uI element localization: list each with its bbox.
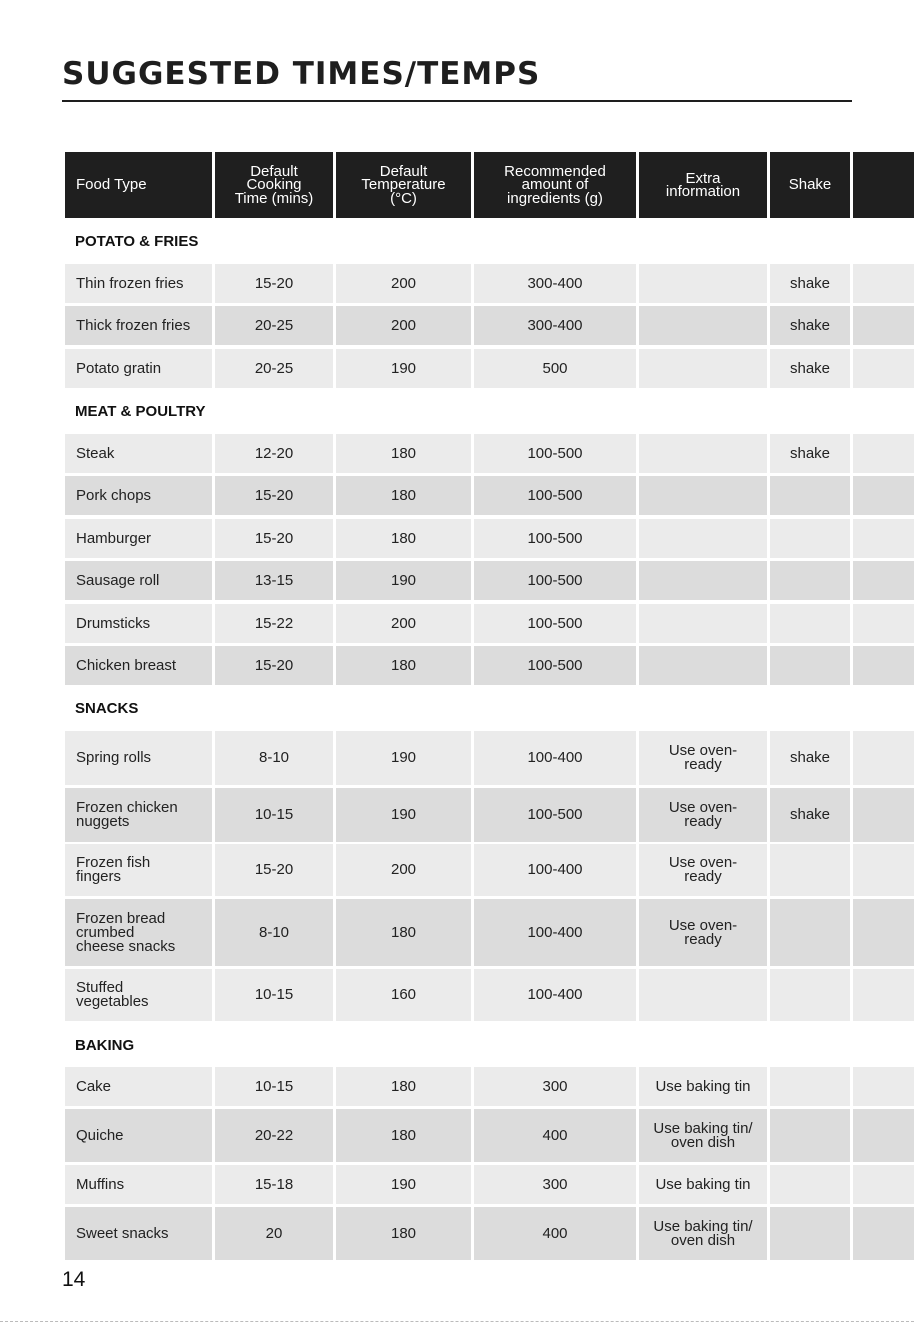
cell-food-type-text: Chicken breast xyxy=(76,656,177,674)
cell-amount-text: 100-400 xyxy=(527,923,583,941)
cell-temperature xyxy=(336,731,471,785)
cell-amount xyxy=(474,731,636,785)
page-edge-divider xyxy=(0,1321,914,1322)
cell-extra-info-text: Use baking tin/ oven dish xyxy=(653,1119,753,1151)
cell-amount xyxy=(474,306,636,345)
cell-food-type xyxy=(65,646,212,685)
cell-cooking-time xyxy=(215,1165,333,1204)
cell-cooking-time-text: 15-18 xyxy=(254,1175,294,1193)
cell-shake xyxy=(770,969,850,1021)
cell-cooking-time-text: 15-20 xyxy=(254,861,294,878)
cell-cooking-time xyxy=(215,561,333,600)
cell-temperature-text: 190 xyxy=(390,806,417,823)
cell-food-type xyxy=(65,264,212,303)
cell-extra-info xyxy=(639,1067,767,1106)
cell-amount xyxy=(474,1207,636,1260)
cell-shake xyxy=(770,476,850,515)
cell-cooking-time xyxy=(215,434,333,473)
cell-blank xyxy=(853,476,914,515)
cell-food-type xyxy=(65,349,212,388)
cell-food-type-text: Muffins xyxy=(76,1175,125,1193)
cell-temperature-text: 190 xyxy=(390,749,417,766)
cell-temperature xyxy=(336,1109,471,1162)
cell-food-type xyxy=(65,1165,212,1204)
cell-temperature xyxy=(336,1067,471,1106)
cell-cooking-time-text: 15-20 xyxy=(254,656,294,674)
cell-amount-text: 100-500 xyxy=(527,656,583,674)
header-extra-info-text: Extra information xyxy=(665,169,741,200)
cell-cooking-time-text: 10-15 xyxy=(254,986,294,1003)
cell-amount xyxy=(474,899,636,966)
cell-extra-info xyxy=(639,434,767,473)
cell-food-type-text: Sausage roll xyxy=(76,571,160,589)
cell-cooking-time xyxy=(215,646,333,685)
cell-amount-text: 400 xyxy=(542,1126,568,1144)
cell-food-type-text: Potato gratin xyxy=(76,359,162,377)
cell-cooking-time-text: 15-22 xyxy=(254,614,294,632)
cell-temperature xyxy=(336,476,471,515)
cell-food-type-text: Sweet snacks xyxy=(76,1224,169,1242)
cell-shake xyxy=(770,349,850,388)
cell-extra-info xyxy=(639,306,767,345)
cell-blank xyxy=(853,1067,914,1106)
cell-amount-text: 400 xyxy=(542,1224,568,1242)
cell-blank xyxy=(853,434,914,473)
cell-food-type-text: Frozen fish fingers xyxy=(76,854,151,885)
cell-extra-info xyxy=(639,844,767,896)
cell-cooking-time-text: 20-25 xyxy=(254,359,294,377)
header-amount-text: Recommended amount of ingredients (g) xyxy=(504,162,606,207)
cell-cooking-time-text: 13-15 xyxy=(254,571,294,589)
header-extra-info xyxy=(639,152,767,218)
cell-shake-text: shake xyxy=(789,316,831,334)
cell-cooking-time-text: 15-20 xyxy=(254,529,294,547)
cell-shake-text: shake xyxy=(789,444,831,462)
cell-extra-info xyxy=(639,349,767,388)
cell-amount xyxy=(474,1109,636,1162)
section-label: POTATO & FRIES xyxy=(75,233,199,250)
cell-temperature-text: 200 xyxy=(390,614,417,632)
cell-temperature-text: 180 xyxy=(390,1126,417,1144)
cell-amount-text: 100-500 xyxy=(527,571,583,589)
cell-food-type xyxy=(65,561,212,600)
cell-shake xyxy=(770,1207,850,1260)
cell-extra-info xyxy=(639,731,767,785)
cell-cooking-time xyxy=(215,519,333,558)
cell-temperature-text: 180 xyxy=(390,529,417,547)
cell-extra-info-text: Use oven- ready xyxy=(668,916,738,948)
cell-cooking-time xyxy=(215,899,333,966)
cell-food-type-text: Spring rolls xyxy=(76,749,152,766)
cell-cooking-time xyxy=(215,476,333,515)
cell-food-type xyxy=(65,1067,212,1106)
cell-shake xyxy=(770,604,850,643)
cell-extra-info xyxy=(639,519,767,558)
cell-cooking-time xyxy=(215,1207,333,1260)
cell-food-type xyxy=(65,604,212,643)
cell-shake-text: shake xyxy=(789,749,831,766)
cell-temperature xyxy=(336,899,471,966)
cell-cooking-time xyxy=(215,1067,333,1106)
cell-food-type xyxy=(65,434,212,473)
cell-blank xyxy=(853,561,914,600)
cell-food-type-text: Quiche xyxy=(76,1126,124,1144)
cell-extra-info-text: Use baking tin/ oven dish xyxy=(653,1217,753,1249)
cell-cooking-time xyxy=(215,264,333,303)
cell-extra-info xyxy=(639,646,767,685)
cell-food-type-text: Cake xyxy=(76,1077,112,1095)
cell-temperature-text: 180 xyxy=(390,444,417,462)
cell-shake xyxy=(770,1067,850,1106)
cell-extra-info xyxy=(639,969,767,1021)
cell-cooking-time xyxy=(215,1109,333,1162)
cell-shake xyxy=(770,646,850,685)
cell-shake xyxy=(770,731,850,785)
cell-shake xyxy=(770,1165,850,1204)
cell-amount-text: 500 xyxy=(542,359,568,377)
cell-shake xyxy=(770,1109,850,1162)
cell-amount xyxy=(474,476,636,515)
header-cooking-time xyxy=(215,152,333,218)
cell-extra-info xyxy=(639,561,767,600)
header-amount xyxy=(474,152,636,218)
cell-temperature xyxy=(336,844,471,896)
cell-extra-info xyxy=(639,788,767,842)
cell-temperature xyxy=(336,1165,471,1204)
cell-blank xyxy=(853,1165,914,1204)
cell-amount xyxy=(474,788,636,842)
cell-food-type xyxy=(65,899,212,966)
cell-cooking-time xyxy=(215,306,333,345)
cell-extra-info-text: Use baking tin xyxy=(655,1077,751,1095)
cell-amount-text: 100-500 xyxy=(527,486,583,504)
cell-amount xyxy=(474,519,636,558)
cell-cooking-time xyxy=(215,349,333,388)
cell-shake xyxy=(770,519,850,558)
cell-blank xyxy=(853,646,914,685)
cell-temperature-text: 200 xyxy=(390,316,417,334)
cell-blank xyxy=(853,604,914,643)
cell-blank xyxy=(853,306,914,345)
cell-amount xyxy=(474,969,636,1021)
cell-temperature-text: 180 xyxy=(390,1224,417,1242)
header-temperature xyxy=(336,152,471,218)
cell-shake xyxy=(770,264,850,303)
cell-food-type xyxy=(65,476,212,515)
cell-blank xyxy=(853,264,914,303)
cell-shake xyxy=(770,899,850,966)
cell-temperature xyxy=(336,788,471,842)
cell-temperature xyxy=(336,969,471,1021)
cell-cooking-time-text: 20-25 xyxy=(254,316,294,334)
cell-temperature-text: 180 xyxy=(390,1077,417,1095)
cell-extra-info xyxy=(639,264,767,303)
cell-cooking-time-text: 15-20 xyxy=(254,486,294,504)
cell-food-type xyxy=(65,1207,212,1260)
cell-food-type-text: Stuffed vegetables xyxy=(76,979,149,1010)
cell-blank xyxy=(853,844,914,896)
cell-food-type-text: Thin frozen fries xyxy=(76,274,184,292)
header-temperature-text: Default Temperature (°C) xyxy=(361,162,446,207)
cell-temperature-text: 200 xyxy=(390,274,417,292)
cell-amount xyxy=(474,1067,636,1106)
cell-food-type-text: Steak xyxy=(76,444,115,462)
cell-food-type xyxy=(65,844,212,896)
cell-cooking-time xyxy=(215,844,333,896)
cell-blank xyxy=(853,1207,914,1260)
cell-cooking-time xyxy=(215,969,333,1021)
cell-food-type xyxy=(65,519,212,558)
cell-cooking-time-text: 12-20 xyxy=(254,444,294,462)
page-number: 14 xyxy=(62,1268,86,1291)
cell-amount xyxy=(474,434,636,473)
cell-food-type-text: Drumsticks xyxy=(76,614,151,632)
cell-temperature-text: 180 xyxy=(390,923,417,941)
cell-amount xyxy=(474,264,636,303)
cell-food-type xyxy=(65,969,212,1021)
cell-blank xyxy=(853,731,914,785)
cell-shake-text: shake xyxy=(789,806,831,823)
cell-amount-text: 100-400 xyxy=(527,749,583,766)
header-shake-text: Shake xyxy=(788,176,832,194)
cell-temperature-text: 190 xyxy=(390,1175,417,1193)
cell-food-type xyxy=(65,788,212,842)
cell-blank xyxy=(853,969,914,1021)
cell-blank xyxy=(853,1109,914,1162)
cell-amount-text: 300-400 xyxy=(527,316,583,334)
cell-amount-text: 100-500 xyxy=(527,529,583,547)
cell-cooking-time-text: 20 xyxy=(265,1224,283,1242)
cell-blank xyxy=(853,899,914,966)
cell-cooking-time-text: 20-22 xyxy=(254,1126,294,1144)
cell-cooking-time-text: 8-10 xyxy=(258,749,290,766)
cell-food-type-text: Frozen bread crumbed cheese snacks xyxy=(76,909,176,955)
cell-amount xyxy=(474,1165,636,1204)
cell-temperature xyxy=(336,264,471,303)
cell-extra-info-text: Use baking tin xyxy=(655,1175,751,1193)
cell-food-type-text: Frozen chicken nuggets xyxy=(76,799,178,830)
cell-extra-info-text: Use oven- ready xyxy=(668,799,738,830)
cell-temperature-text: 180 xyxy=(390,656,417,674)
cell-temperature xyxy=(336,434,471,473)
cell-extra-info xyxy=(639,476,767,515)
cell-food-type-text: Thick frozen fries xyxy=(76,316,191,334)
cell-shake-text: shake xyxy=(789,274,831,292)
cell-shake xyxy=(770,561,850,600)
cell-temperature xyxy=(336,646,471,685)
cell-amount-text: 100-500 xyxy=(527,614,583,632)
cell-amount-text: 100-500 xyxy=(527,444,583,462)
header-food-type xyxy=(65,152,212,218)
cell-cooking-time xyxy=(215,731,333,785)
cell-blank xyxy=(853,519,914,558)
cell-cooking-time-text: 8-10 xyxy=(258,923,290,941)
cell-extra-info xyxy=(639,1165,767,1204)
cell-amount xyxy=(474,646,636,685)
cell-food-type xyxy=(65,731,212,785)
cell-amount xyxy=(474,561,636,600)
cell-temperature-text: 190 xyxy=(390,571,417,589)
cell-temperature xyxy=(336,1207,471,1260)
cell-shake xyxy=(770,844,850,896)
cell-temperature xyxy=(336,604,471,643)
cell-temperature xyxy=(336,306,471,345)
header-food-type-text: Food Type xyxy=(76,176,147,194)
header-shake xyxy=(770,152,850,218)
cell-temperature-text: 160 xyxy=(390,986,417,1003)
cell-shake xyxy=(770,306,850,345)
cell-cooking-time-text: 10-15 xyxy=(254,806,294,823)
cell-extra-info xyxy=(639,604,767,643)
header-blank xyxy=(853,152,914,218)
cell-cooking-time-text: 10-15 xyxy=(254,1077,294,1095)
cell-shake xyxy=(770,434,850,473)
cell-amount-text: 100-400 xyxy=(527,986,583,1003)
cell-amount xyxy=(474,349,636,388)
cell-extra-info-text: Use oven- ready xyxy=(668,854,738,885)
section-label: SNACKS xyxy=(75,700,139,717)
cell-shake-text: shake xyxy=(789,359,831,377)
cell-extra-info-text: Use oven- ready xyxy=(668,742,738,773)
cell-blank xyxy=(853,788,914,842)
cell-cooking-time xyxy=(215,788,333,842)
cell-amount-text: 300 xyxy=(542,1175,568,1193)
cell-food-type-text: Pork chops xyxy=(76,486,152,504)
cell-extra-info xyxy=(639,1207,767,1260)
section-label: BAKING xyxy=(75,1037,135,1054)
cell-extra-info xyxy=(639,899,767,966)
cell-shake xyxy=(770,788,850,842)
cell-cooking-time-text: 15-20 xyxy=(254,274,294,292)
cell-food-type-text: Hamburger xyxy=(76,529,152,547)
cell-cooking-time xyxy=(215,604,333,643)
cell-food-type xyxy=(65,306,212,345)
cell-food-type xyxy=(65,1109,212,1162)
cell-temperature-text: 200 xyxy=(390,861,417,878)
cell-temperature xyxy=(336,519,471,558)
cell-temperature xyxy=(336,561,471,600)
header-cooking-time-text: Default Cooking Time (mins) xyxy=(234,162,314,207)
cell-amount-text: 100-400 xyxy=(527,861,583,878)
cell-blank xyxy=(853,349,914,388)
cell-amount-text: 300-400 xyxy=(527,274,583,292)
cell-amount xyxy=(474,604,636,643)
cell-temperature-text: 190 xyxy=(390,359,417,377)
cell-amount xyxy=(474,844,636,896)
cell-amount-text: 300 xyxy=(542,1077,568,1095)
page-title: SUGGESTED TIMES/TEMPS xyxy=(62,56,541,92)
cell-temperature xyxy=(336,349,471,388)
section-label: MEAT & POULTRY xyxy=(75,403,206,420)
cell-amount-text: 100-500 xyxy=(527,806,583,823)
cell-extra-info xyxy=(639,1109,767,1162)
cell-temperature-text: 180 xyxy=(390,486,417,504)
